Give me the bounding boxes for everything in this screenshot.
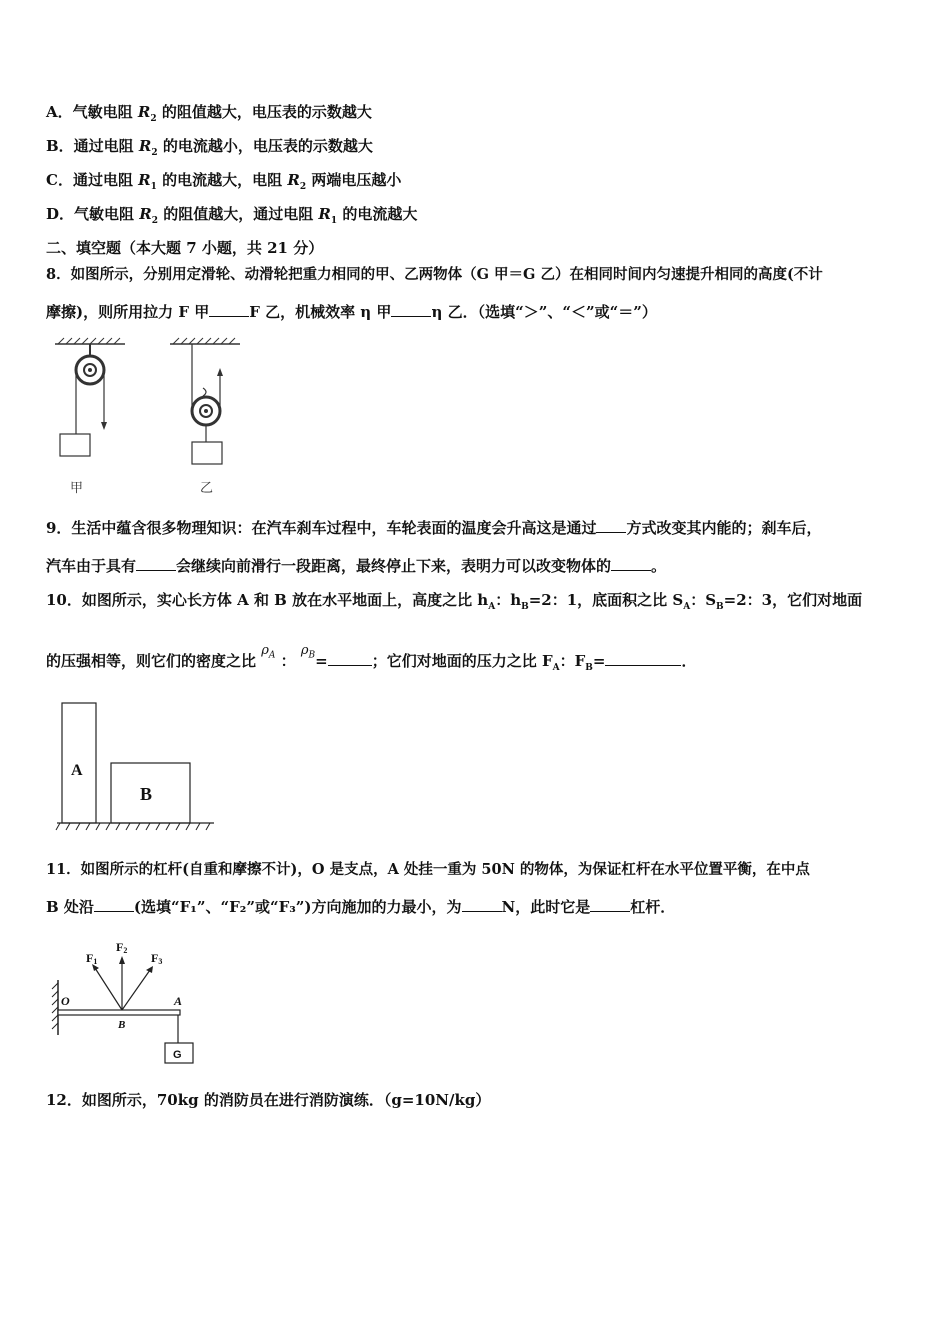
q9-line1: 9．生活中蕴含很多物理知识：在汽车刹车过程中，车轮表面的温度会升高这是通过 方式改变其内能的；刹车后， (46, 519, 822, 537)
section-heading: 二、填空题（本大题 7 小题，共 21 分） (46, 239, 324, 257)
q9-line2: 汽车由于具有 会继续向前滑行一段距离，最终停止下来，表明力可以改变物体的 。 (46, 557, 667, 575)
fig-label-jia: 甲 (70, 481, 84, 496)
q11-blank-2[interactable] (462, 897, 502, 912)
point-a-label: A (174, 994, 183, 1008)
q11-lever-figure (50, 935, 210, 1070)
option-b: B．通过电阻 $R_2$ 的电流越小，电压表的示数越大 (46, 137, 373, 158)
q10-line2: 的压强相等，则它们的密度之比 $\rho_A$ ： $\rho_B=$ ；它们对地面的压力之比 $F_A$：$F_B=$ ． (46, 643, 697, 673)
q11-blank-3[interactable] (590, 897, 630, 912)
q10-line1: 10．如图所示，实心长方体 A 和 B 放在水平地面上，高度之比 $h_A$：$h_B=2$：1，底面积之比 $S_A$：$S_B=2$：3，它们对地面 (46, 591, 863, 612)
q11-blank-1[interactable] (94, 897, 134, 912)
q10-blank-1[interactable] (328, 651, 372, 666)
weight-g-label: G (173, 1049, 182, 1061)
q11-line2: B 处沿 (选填“F₁”、“F₂”或“F₃”)方向施加的力最小，为 N，此时它是 杠杆． (46, 898, 676, 916)
q12-text: 12．如图所示，70kg 的消防员在进行消防演练．（g=10N/kg） (46, 1091, 491, 1109)
q9-blank-1[interactable] (596, 518, 626, 533)
q9-blank-2[interactable] (136, 556, 176, 571)
q8-blank-2[interactable] (391, 302, 431, 317)
q11-line1: 11．如图所示的杠杆(自重和摩擦不计)，O 是支点，A 处挂一重为 50N 的物体，为保证杠杆在水平位置平衡，在中点 (46, 861, 810, 878)
q8-line2: 摩擦)，则所用拉力 F 甲 F 乙，机械效率 η 甲 η 乙．（选填“＞”、“＜”或“＝”） (46, 303, 657, 321)
option-c: C．通过电阻 $R_1$ 的电流越大，电阻 $R_2$ 两端电压越小 (46, 171, 402, 192)
block-b-label: B (140, 784, 153, 804)
f3-label: F3 (151, 951, 163, 966)
point-b-label: B (118, 1019, 126, 1031)
f2-label: F2 (116, 940, 128, 955)
f1-label: F1 (86, 951, 98, 966)
block-a-label: A (71, 762, 83, 779)
q9-blank-3[interactable] (611, 556, 651, 571)
option-d: D．气敏电阻 $R_2$ 的阻值越大，通过电阻 $R_1$ 的电流越大 (46, 205, 418, 226)
option-a: A．气敏电阻 $R_2$ 的阻值越大，电压表的示数越大 (46, 103, 372, 124)
q10-blank-2[interactable] (605, 651, 681, 666)
q10-blocks-figure (52, 700, 222, 832)
q8-line1: 8．如图所示，分别用定滑轮、动滑轮把重力相同的甲、乙两物体（G 甲＝G 乙）在相同时间内匀速提升相同的高度(不计 (46, 266, 823, 283)
q8-blank-1[interactable] (209, 302, 249, 317)
q8-pulley-figure (50, 336, 250, 498)
fig-label-yi: 乙 (200, 481, 214, 496)
pivot-o-label: O (61, 994, 70, 1008)
